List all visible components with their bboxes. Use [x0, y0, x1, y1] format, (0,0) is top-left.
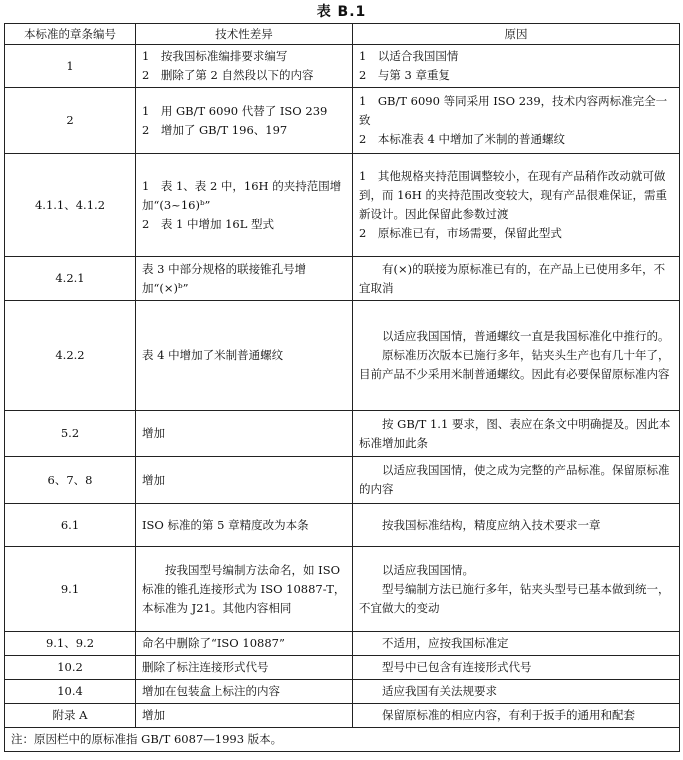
clause-cell: 10.4 — [5, 680, 136, 704]
difference-cell: 增加在包装盒上标注的内容 — [136, 680, 353, 704]
reason-cell: 以适应我国国情，使之成为完整的产品标准。保留原标准的内容 — [353, 457, 680, 504]
table-row — [5, 704, 680, 728]
table-row — [5, 504, 680, 547]
reason-item: 1 以适合我国国情 — [359, 49, 459, 63]
table-row — [5, 457, 680, 504]
clause-cell: 5.2 — [5, 411, 136, 457]
reason-cell — [353, 154, 680, 257]
reason-cell — [353, 88, 680, 154]
table-row — [5, 656, 680, 680]
difference-cell — [136, 88, 353, 154]
difference-item: 1 用 GB/T 6090 代替了 ISO 239 — [142, 103, 328, 118]
reason-cell: 保留原标准的相应内容，有利于扳手的通用和配套 — [353, 704, 680, 728]
reason-cell — [353, 547, 680, 632]
difference-item: 2 表 1 中增加 16L 型式 — [142, 216, 275, 231]
reason-cell — [353, 301, 680, 411]
difference-item: 2 删除了第 2 自然段以下的内容 — [142, 68, 314, 82]
reason-item: 型号编制方法已施行多年，钻夹头型号已基本做到统一，不宜做大的变动 — [359, 581, 670, 615]
difference-cell: 增加 — [136, 704, 353, 728]
clause-cell: 4.1.1、4.1.2 — [5, 154, 136, 257]
difference-item: 2 增加了 GB/T 196、197 — [142, 122, 288, 137]
clause-cell: 10.2 — [5, 656, 136, 680]
reason-cell: 有(×)的联接为原标准已有的，在产品上已使用多年，不宜取消 — [353, 257, 680, 301]
clause-cell: 9.1、9.2 — [5, 632, 136, 656]
reason-item: 原标准历次版本已施行多年，钻夹头生产也有几十年了，目前产品不少采用米制普通螺纹。因此有必要保留原标准内容 — [359, 348, 670, 381]
table-row — [5, 257, 680, 301]
reason-cell: 适应我国有关法规要求 — [353, 680, 680, 704]
table-row — [5, 632, 680, 656]
difference-cell: 删除了标注连接形式代号 — [136, 656, 353, 680]
differences-table — [4, 23, 680, 752]
clause-cell: 6.1 — [5, 504, 136, 547]
clause-cell: 4.2.2 — [5, 301, 136, 411]
table-note-row — [5, 728, 680, 752]
table-row — [5, 88, 680, 154]
difference-cell: 表 3 中部分规格的联接锥孔号增加“(×)ᵇ” — [136, 257, 353, 301]
table-title: 表 B.1 — [316, 4, 367, 20]
difference-cell: ISO 标准的第 5 章精度改为本条 — [136, 504, 353, 547]
header-clause: 本标准的章条编号 — [5, 24, 136, 45]
difference-cell: 按我国型号编制方法命名，如 ISO 标准的锥孔连接形式为 ISO 10887-T，本标准为 J21。其他内容相同 — [136, 547, 353, 632]
difference-cell: 增加 — [136, 457, 353, 504]
clause-cell: 4.2.1 — [5, 257, 136, 301]
reason-cell: 不适用，应按我国标准定 — [353, 632, 680, 656]
reason-cell: 型号中已包含有连接形式代号 — [353, 656, 680, 680]
table-row — [5, 411, 680, 457]
clause-cell: 1 — [5, 45, 136, 88]
reason-item: 以适应我国国情，普通螺纹一直是我国标准化中推行的。 — [382, 329, 670, 343]
difference-item: 1 表 1、表 2 中，16H 的夹持范围增加“(3~16)ᵇ” — [142, 178, 342, 212]
clause-cell: 附录 A — [5, 704, 136, 728]
table-row — [5, 301, 680, 411]
reason-item: 2 原标准已有，市场需要，保留此型式 — [359, 226, 562, 240]
clause-cell: 9.1 — [5, 547, 136, 632]
reason-cell: 按 GB/T 1.1 要求，图、表应在条文中明确提及。因此本标准增加此条 — [353, 411, 680, 457]
table-header-row — [5, 24, 680, 45]
reason-item: 1 其他规格夹持范围调整较小，在现有产品稍作改动就可做到，而 16H 的夹持范围改变较大，现有产品很难保证，需重新设计。因此保留此参数过渡 — [359, 169, 667, 221]
clause-cell: 6、7、8 — [5, 457, 136, 504]
reason-item: 2 本标准表 4 中增加了米制的普通螺纹 — [359, 132, 565, 146]
header-reason: 原因 — [353, 24, 680, 45]
reason-item: 2 与第 3 章重复 — [359, 68, 450, 82]
reason-item: 以适应我国国情。 — [382, 562, 474, 577]
table-row — [5, 680, 680, 704]
difference-cell — [136, 154, 353, 257]
difference-cell: 命名中删除了“ISO 10887” — [136, 632, 353, 656]
table-row — [5, 154, 680, 257]
difference-cell: 表 4 中增加了米制普通螺纹 — [136, 301, 353, 411]
reason-item: 1 GB/T 6090 等同采用 ISO 239，技术内容两标准完全一致 — [359, 94, 668, 127]
difference-cell — [136, 45, 353, 88]
header-difference: 技术性差异 — [136, 24, 353, 45]
table-note: 注：原因栏中的原标准指 GB/T 6087—1993 版本。 — [5, 728, 680, 752]
table-row — [5, 547, 680, 632]
reason-cell — [353, 45, 680, 88]
difference-item: 1 按我国标准编排要求编写 — [142, 49, 288, 63]
table-row — [5, 45, 680, 88]
reason-cell: 按我国标准结构，精度应纳入技术要求一章 — [353, 504, 680, 547]
difference-cell: 增加 — [136, 411, 353, 457]
clause-cell: 2 — [5, 88, 136, 154]
